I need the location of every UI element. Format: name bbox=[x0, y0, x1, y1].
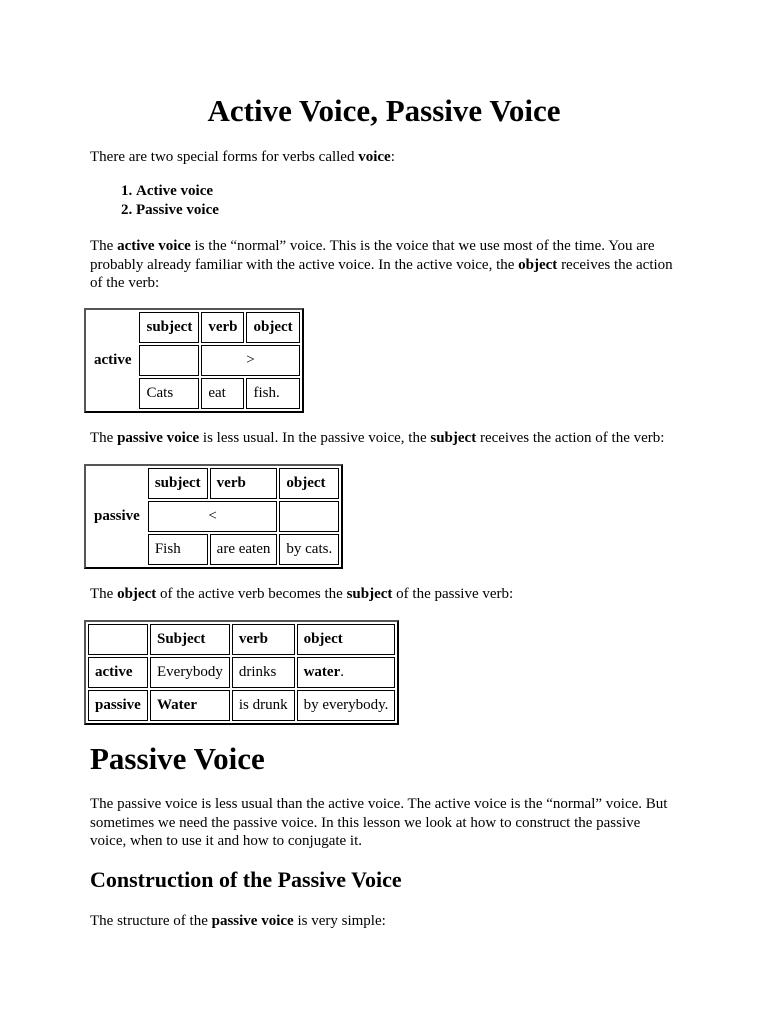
cell-subject: Everybody bbox=[150, 657, 230, 688]
cell-subject: Fish bbox=[148, 534, 208, 565]
list-item: 1. Active voice bbox=[136, 182, 219, 201]
object-subject-paragraph: The object of the active verb becomes the subject of the passive verb: bbox=[90, 586, 514, 602]
active-voice-paragraph: The active voice is the “normal” voice. This is the voice that we use most of the time. You are probably already familiar with the active voice. In the active voice, the object receives the action of the verb: bbox=[90, 238, 673, 291]
row-label-passive: passive bbox=[88, 690, 148, 721]
voice-forms-list bbox=[90, 182, 219, 220]
section-paragraph: The passive voice is less usual than the active voice. The active voice is the “normal” voice. But sometimes we need the passive voice. In this lesson we look at how to construct the passive voice, when to use it and how to conjugate it. bbox=[90, 796, 668, 849]
header-verb: verb bbox=[210, 468, 278, 499]
structure-paragraph: The structure of the passive voice is very simple: bbox=[90, 913, 386, 929]
passive-voice-table bbox=[84, 464, 343, 569]
list-item: 2. Passive voice bbox=[136, 201, 219, 220]
cell-verb: is drunk bbox=[232, 690, 295, 721]
comparison-table bbox=[84, 620, 399, 725]
header-object: object bbox=[246, 312, 299, 343]
row-label-active: active bbox=[88, 657, 148, 688]
row-label-passive: passive bbox=[94, 508, 140, 525]
header-subject: subject bbox=[139, 312, 199, 343]
cell-verb: are eaten bbox=[210, 534, 278, 565]
cell-object: by everybody. bbox=[297, 690, 396, 721]
cell-object: by cats. bbox=[279, 534, 339, 565]
cell-object: fish. bbox=[246, 378, 299, 409]
header-verb: verb bbox=[232, 624, 295, 655]
empty-cell bbox=[279, 501, 339, 532]
header-subject: subject bbox=[148, 468, 208, 499]
cell-object: water. bbox=[297, 657, 396, 688]
corner-cell bbox=[88, 624, 148, 655]
cell-subject: Water bbox=[150, 690, 230, 721]
header-verb: verb bbox=[201, 312, 244, 343]
section-heading: Passive Voice bbox=[90, 741, 265, 776]
header-subject: Subject bbox=[150, 624, 230, 655]
arrow-right: > bbox=[201, 345, 299, 376]
subsection-heading: Construction of the Passive Voice bbox=[90, 867, 402, 892]
empty-cell bbox=[139, 345, 199, 376]
arrow-left: < bbox=[148, 501, 278, 532]
page-title: Active Voice, Passive Voice bbox=[207, 93, 561, 128]
header-object: object bbox=[297, 624, 396, 655]
cell-verb: drinks bbox=[232, 657, 295, 688]
active-voice-table bbox=[84, 308, 304, 413]
cell-verb: eat bbox=[201, 378, 244, 409]
header-object: object bbox=[279, 468, 339, 499]
row-label-active: active bbox=[94, 352, 132, 369]
intro-paragraph: There are two special forms for verbs called voice: bbox=[90, 149, 395, 165]
passive-voice-paragraph: The passive voice is less usual. In the passive voice, the subject receives the action of the verb: bbox=[90, 430, 665, 446]
cell-subject: Cats bbox=[139, 378, 199, 409]
